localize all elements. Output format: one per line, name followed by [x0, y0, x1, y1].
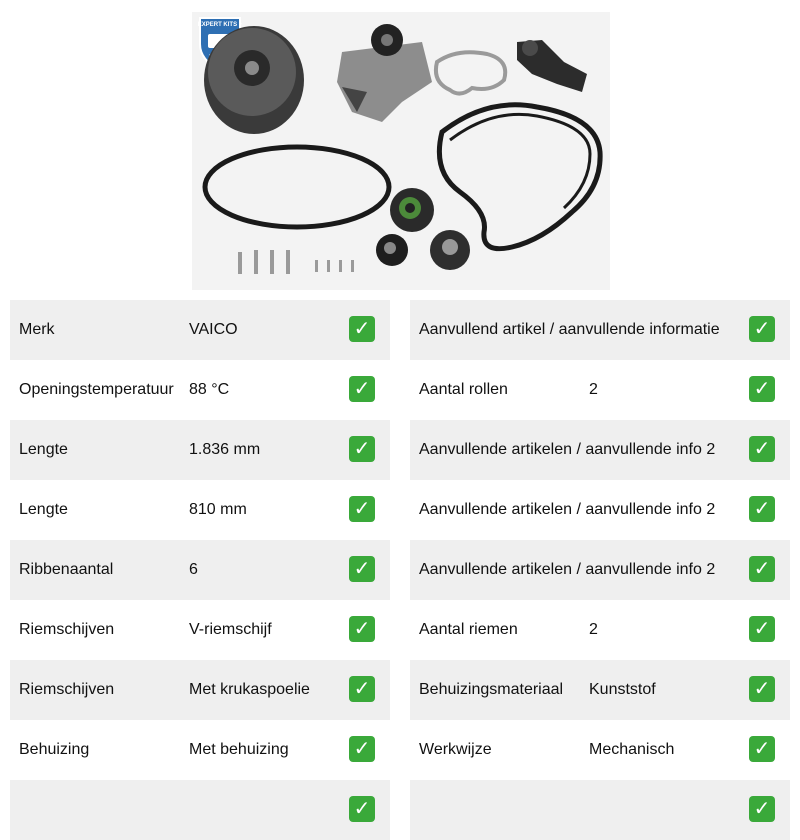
table-row — [410, 540, 790, 600]
table-row — [410, 420, 790, 480]
idler-roller — [376, 234, 408, 266]
check-mark-icon: ✓ — [349, 376, 375, 402]
check-mark-icon: ✓ — [349, 556, 375, 582]
check-mark-icon: ✓ — [749, 316, 775, 342]
spec-label: Aantal riemen — [419, 621, 518, 638]
check-mark-icon: ✓ — [349, 616, 375, 642]
table-row — [10, 720, 390, 780]
spec-label: Werkwijze — [419, 741, 492, 758]
product-image — [192, 12, 610, 290]
table-row — [410, 600, 790, 660]
spec-label: Behuizingsmateriaal — [419, 681, 564, 698]
table-row — [410, 360, 790, 420]
check-mark-icon: ✓ — [349, 676, 375, 702]
spec-label: Aantal rollen — [419, 381, 508, 398]
spec-table-right — [410, 300, 790, 840]
spec-table-left — [10, 300, 390, 840]
spec-value: 2 — [589, 621, 598, 638]
idler-roller-2 — [430, 230, 470, 270]
spec-label: Lengte — [19, 501, 68, 518]
spec-label: Aanvullende artikelen / aanvullende info 2 — [419, 501, 716, 518]
spec-value: Mechanisch — [589, 741, 675, 758]
table-row — [410, 780, 790, 840]
check-mark-icon: ✓ — [349, 496, 375, 522]
table-row — [410, 300, 790, 360]
spec-label: Aanvullend artikel / aanvullende informatie — [419, 321, 720, 338]
spec-value: 1.836 mm — [189, 441, 261, 458]
table-row — [10, 300, 390, 360]
spec-label: Riemschijven — [19, 621, 115, 638]
table-row — [410, 720, 790, 780]
spec-value: 810 mm — [189, 501, 247, 518]
check-mark-icon: ✓ — [749, 556, 775, 582]
spec-label: Lengte — [19, 441, 68, 458]
spec-value: Met behuizing — [189, 741, 289, 758]
table-row — [410, 480, 790, 540]
spec-label: Openingstemperatuur — [19, 381, 174, 398]
check-mark-icon: ✓ — [749, 676, 775, 702]
table-row — [10, 480, 390, 540]
badge-text: EXPERT KITS + — [197, 22, 243, 28]
table-row — [10, 420, 390, 480]
table-row — [410, 660, 790, 720]
check-mark-icon: ✓ — [749, 496, 775, 522]
table-row — [10, 780, 390, 840]
check-mark-icon: ✓ — [749, 616, 775, 642]
spec-label: Merk — [19, 321, 55, 338]
check-mark-icon: ✓ — [749, 376, 775, 402]
spec-label: Behuizing — [19, 741, 90, 758]
spec-value: 6 — [189, 561, 198, 578]
check-mark-icon: ✓ — [349, 796, 375, 822]
spec-value: 88 °C — [189, 381, 230, 398]
spec-value: Kunststof — [589, 681, 656, 698]
check-mark-icon: ✓ — [749, 796, 775, 822]
spec-label: Aanvullende artikelen / aanvullende info 2 — [419, 441, 716, 458]
spec-value: Met krukaspoelie — [189, 681, 310, 698]
tensioner-roller — [390, 188, 434, 232]
spec-value: V-riemschijf — [189, 621, 272, 638]
spec-value: VAICO — [189, 321, 238, 338]
spec-label: Riemschijven — [19, 681, 115, 698]
spec-value: 2 — [589, 381, 598, 398]
check-mark-icon: ✓ — [349, 436, 375, 462]
table-row — [10, 540, 390, 600]
product-kit-illustration — [192, 12, 610, 290]
check-mark-icon: ✓ — [349, 316, 375, 342]
table-row — [10, 600, 390, 660]
check-mark-icon: ✓ — [749, 736, 775, 762]
spec-label: Aanvullende artikelen / aanvullende info 2 — [419, 561, 716, 578]
crankshaft-pulley — [204, 26, 304, 134]
spec-label: Ribbenaantal — [19, 561, 114, 578]
check-mark-icon: ✓ — [749, 436, 775, 462]
table-row — [10, 660, 390, 720]
check-mark-icon: ✓ — [349, 736, 375, 762]
table-row — [10, 360, 390, 420]
